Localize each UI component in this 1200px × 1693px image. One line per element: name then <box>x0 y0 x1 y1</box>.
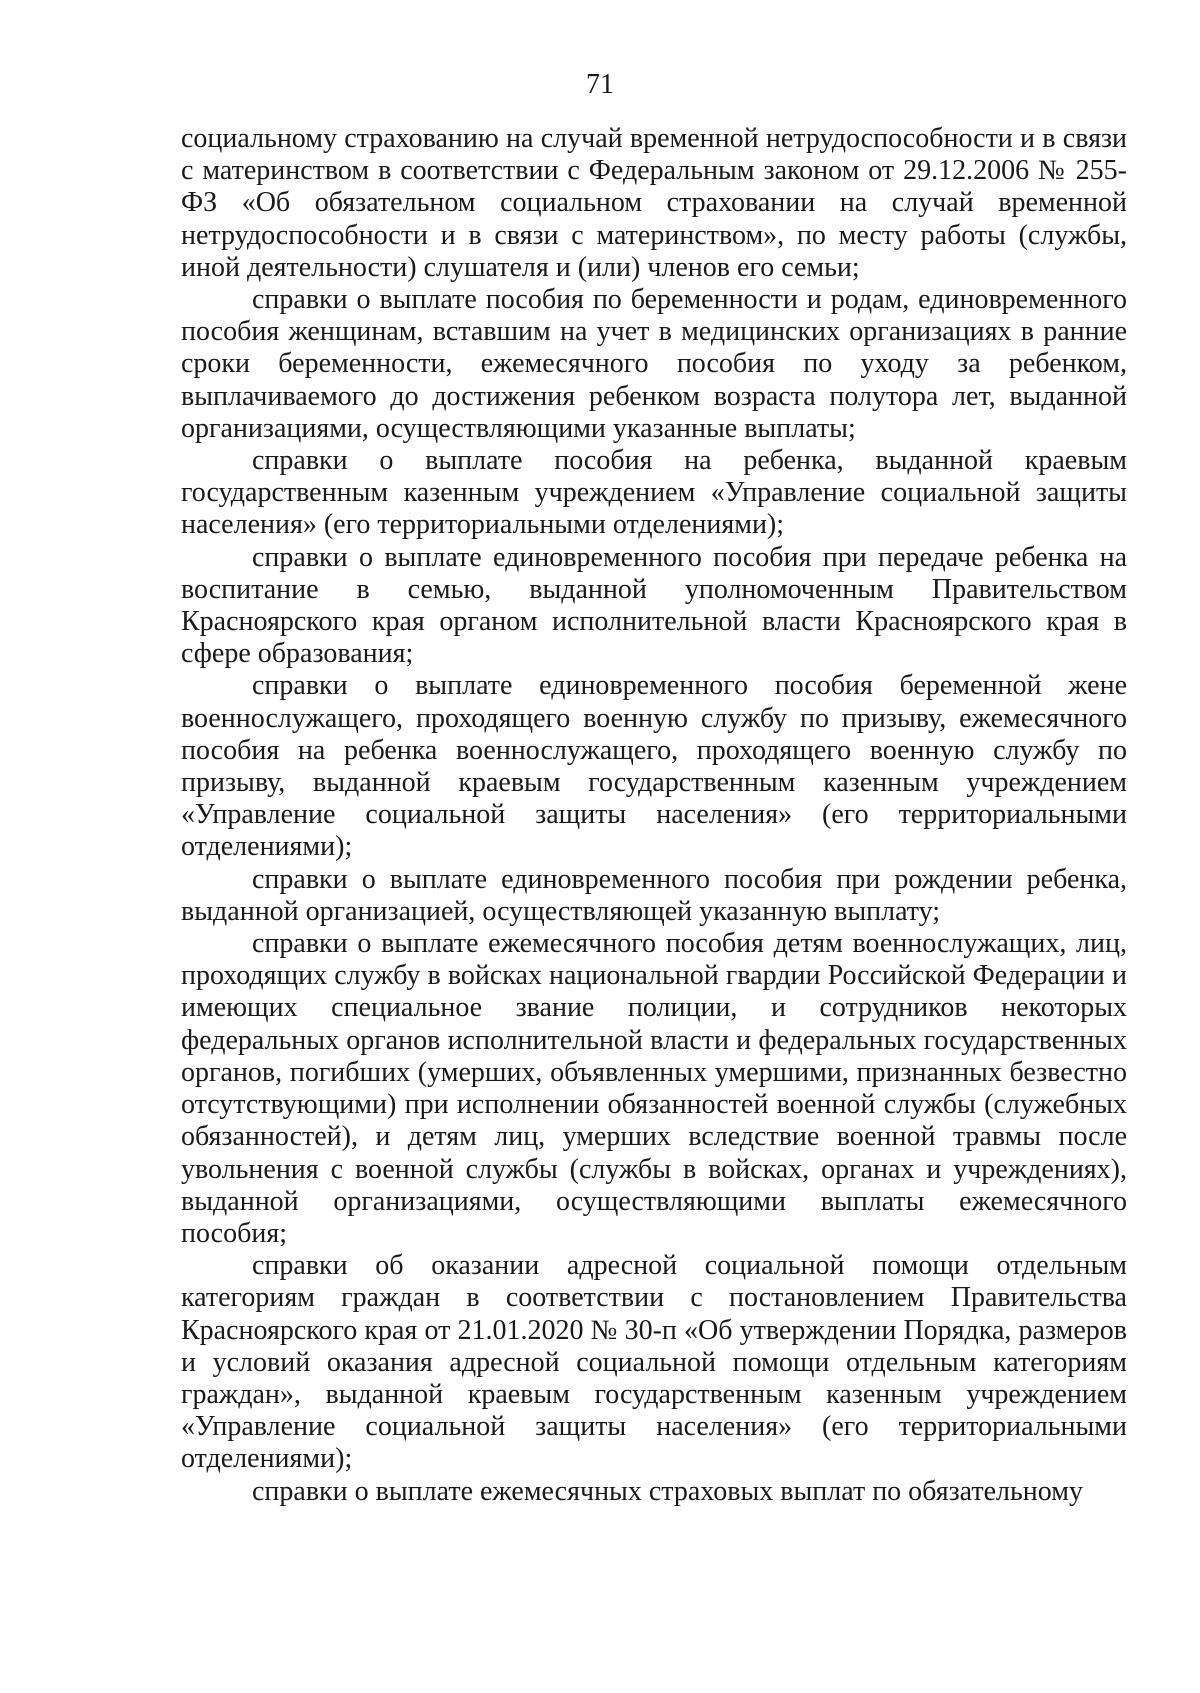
paragraph-child-benefit: справки о выплате пособия на ребенка, выданной краевым государственным казенным учреждением «Управление социальной защиты населения» (его территориальными отделениями); <box>181 445 1127 541</box>
paragraph-military-children-benefit: справки о выплате ежемесячного пособия детям военнослужащих, лиц, проходящих службу в войсках национальной гвардии Российской Федерации и имеющих специальное звание полиции, и сотрудников некоторых федеральных органов исполнительной власти и федеральных государственных органов, погибших (умерших, объявленных умершими, признанных безвестно отсутствующими) при исполнении обязанностей военной службы (служебных обязанностей), и детям лиц, умерших вследствие военной травмы после увольнения с военной службы (службы в войсках, органах и учреждениях), выданной организациями, осуществляющими выплаты ежемесячного пособия; <box>181 928 1127 1249</box>
paragraph-continuation: социальному страхованию на случай временной нетрудоспособности и в связи с материнством в соответствии с Федеральным законом от 29.12.2006 № 255-ФЗ «Об обязательном социальном страховании на случай временной нетрудоспособности и в связи с материнством», по месту работы (службы, иной деятельности) слушателя и (или) членов его семьи; <box>181 123 1127 283</box>
paragraph-insurance-payments: справки о выплате ежемесячных страховых выплат по обязательному <box>252 1475 1083 1507</box>
page-number: 71 <box>586 69 614 100</box>
paragraph-birth-benefit: справки о выплате единовременного пособия при рождении ребенка, выданной организацией, осуществляющей указанную выплату; <box>181 863 1127 927</box>
document-body <box>181 123 1127 1508</box>
paragraph-foster-benefit: справки о выплате единовременного пособия при передаче ребенка на воспитание в семью, выданной уполномоченным Правительством Красноярского края органом исполнительной власти Красноярского края в сфере образования; <box>181 541 1127 670</box>
paragraph-targeted-assistance: справки об оказании адресной социальной помощи отдельным категориям граждан в соответствии с постановлением Правительства Красноярского края от 21.01.2020 № 30-п «Об утверждении Порядка, размеров и условий оказания адресной социальной помощи отдельным категориям граждан», выданной краевым государственным казенным учреждением «Управление социальной защиты населения» (его территориальными отделениями); <box>181 1250 1127 1475</box>
paragraph-maternity-benefit: справки о выплате пособия по беременности и родам, единовременного пособия женщинам, вставшим на учет в медицинских организациях в ранние сроки беременности, ежемесячного пособия по уходу за ребенком, выплачиваемого до достижения ребенком возраста полутора лет, выданной организациями, осуществляющими указанные выплаты; <box>181 284 1127 444</box>
paragraph-military-spouse-benefit: справки о выплате единовременного пособия беременной жене военнослужащего, проходящего военную службу по призыву, ежемесячного пособия на ребенка военнослужащего, проходящего военную службу по призыву, выданной краевым государственным казенным учреждением «Управление социальной защиты населения» (его территориальными отделениями); <box>181 670 1127 863</box>
